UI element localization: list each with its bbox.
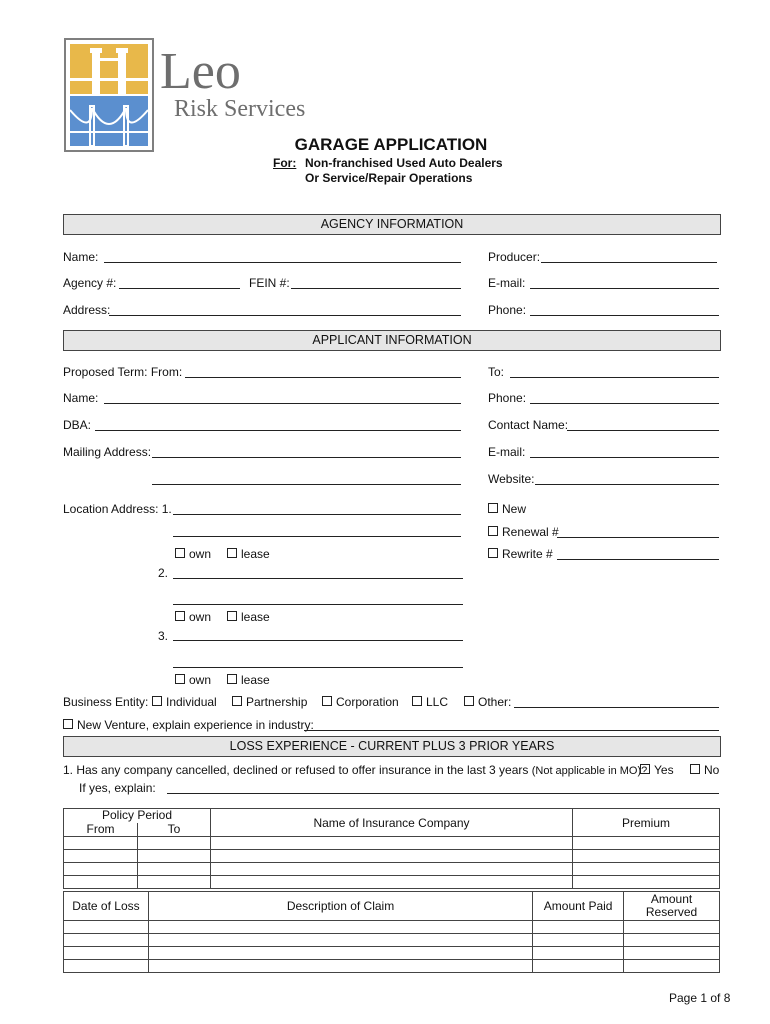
renewal-option[interactable]: Renewal # — [488, 525, 559, 539]
to-header: To — [138, 823, 211, 837]
yes-checkbox[interactable] — [640, 764, 650, 774]
lease-checkbox[interactable] — [227, 674, 237, 684]
agency-name-label: Name: — [63, 250, 99, 264]
lease-checkbox[interactable] — [227, 548, 237, 558]
for-label: For: — [273, 156, 297, 170]
if-yes-label: If yes, explain: — [79, 781, 156, 795]
producer-field[interactable] — [541, 262, 717, 263]
table-row[interactable] — [64, 863, 720, 876]
renewal-number-field[interactable] — [557, 537, 719, 538]
own-checkbox[interactable] — [175, 548, 185, 558]
premium-header: Premium — [573, 809, 720, 837]
entity-partnership[interactable]: Partnership — [232, 695, 307, 709]
table-row[interactable] — [64, 947, 720, 960]
contact-name-label: Contact Name: — [488, 418, 569, 432]
location-1-lease[interactable]: lease — [227, 547, 270, 561]
applicant-email-label: E-mail: — [488, 445, 526, 459]
contact-name-field[interactable] — [567, 430, 719, 431]
if-yes-field[interactable] — [167, 793, 719, 794]
amount-paid-header: Amount Paid — [533, 892, 624, 921]
location-3-own[interactable]: own — [175, 673, 211, 687]
entity-individual[interactable]: Individual — [152, 695, 217, 709]
mailing-address-label: Mailing Address: — [63, 445, 152, 459]
partnership-checkbox[interactable] — [232, 696, 242, 706]
page-number: Page 1 of 8 — [669, 991, 731, 1005]
location-3-lease[interactable]: lease — [227, 673, 270, 687]
own-checkbox[interactable] — [175, 674, 185, 684]
applicant-email-field[interactable] — [530, 457, 719, 458]
individual-checkbox[interactable] — [152, 696, 162, 706]
fein-field[interactable] — [291, 288, 461, 289]
applicant-name-field[interactable] — [104, 403, 461, 404]
q1-no-option[interactable]: No — [690, 763, 719, 777]
new-option[interactable]: New — [488, 502, 526, 516]
location-2-own[interactable]: own — [175, 610, 211, 624]
producer-label: Producer: — [488, 250, 541, 264]
mailing-address-line-2[interactable] — [152, 484, 461, 485]
location-2-label: 2. — [158, 566, 169, 580]
question-1-note: (Not applicable in MO)? — [531, 765, 648, 777]
agency-email-field[interactable] — [530, 288, 719, 289]
q1-yes-option[interactable]: Yes — [640, 763, 674, 777]
applicant-name-label: Name: — [63, 391, 99, 405]
subtitle-line-2: Or Service/Repair Operations — [305, 171, 473, 185]
website-label: Website: — [488, 472, 535, 486]
entity-llc[interactable]: LLC — [412, 695, 448, 709]
logo-subtitle: Risk Services — [174, 96, 306, 122]
amount-reserved-header: Amount Reserved — [624, 892, 720, 921]
table-row[interactable] — [64, 876, 720, 889]
corporation-checkbox[interactable] — [322, 696, 332, 706]
logo-name: Leo — [160, 43, 241, 100]
description-header: Description of Claim — [148, 892, 532, 921]
agency-number-label: Agency #: — [63, 276, 117, 290]
table-row[interactable] — [64, 837, 720, 850]
new-venture-checkbox[interactable] — [63, 719, 73, 729]
rewrite-checkbox[interactable] — [488, 548, 498, 558]
prior-insurance-table — [63, 808, 720, 889]
agency-section-header: AGENCY INFORMATION — [63, 214, 721, 235]
from-header: From — [64, 823, 138, 837]
llc-checkbox[interactable] — [412, 696, 422, 706]
agency-address-label: Address: — [63, 303, 111, 317]
other-checkbox[interactable] — [464, 696, 474, 706]
proposed-term-label: Proposed Term: From: — [63, 365, 183, 379]
applicant-phone-field[interactable] — [530, 403, 719, 404]
location-address-label: Location Address: 1. — [63, 502, 172, 516]
date-of-loss-header: Date of Loss — [64, 892, 149, 921]
term-to-label: To: — [488, 365, 505, 379]
business-entity-label: Business Entity: — [63, 695, 149, 709]
rewrite-option[interactable]: Rewrite # — [488, 547, 553, 561]
mailing-address-field[interactable] — [152, 457, 461, 458]
loss-section-header: LOSS EXPERIENCE - CURRENT PLUS 3 PRIOR YEARS — [63, 736, 721, 757]
entity-other[interactable]: Other: — [464, 695, 511, 709]
new-checkbox[interactable] — [488, 503, 498, 513]
other-entity-field[interactable] — [514, 707, 719, 708]
location-1-own[interactable]: own — [175, 547, 211, 561]
agency-phone-label: Phone: — [488, 303, 527, 317]
location-2-field[interactable] — [173, 578, 463, 579]
renewal-checkbox[interactable] — [488, 526, 498, 536]
insurer-header: Name of Insurance Company — [211, 809, 573, 837]
own-checkbox[interactable] — [175, 611, 185, 621]
term-to-field[interactable] — [510, 377, 719, 378]
agency-name-field[interactable] — [104, 262, 461, 263]
table-row[interactable] — [64, 921, 720, 934]
agency-number-field[interactable] — [119, 288, 240, 289]
term-from-field[interactable] — [185, 377, 461, 378]
agency-email-label: E-mail: — [488, 276, 526, 290]
lease-checkbox[interactable] — [227, 611, 237, 621]
location-3-label: 3. — [158, 629, 169, 643]
dba-field[interactable] — [95, 430, 461, 431]
policy-period-header: Policy Period — [64, 809, 211, 823]
location-3-field[interactable] — [173, 640, 463, 641]
new-venture-option[interactable]: New Venture, explain experience in industry: — [63, 718, 314, 732]
page-title: GARAGE APPLICATION — [294, 135, 488, 154]
website-field[interactable] — [535, 484, 719, 485]
dba-label: DBA: — [63, 418, 92, 432]
applicant-phone-label: Phone: — [488, 391, 527, 405]
entity-corporation[interactable]: Corporation — [322, 695, 399, 709]
location-1-field[interactable] — [173, 514, 461, 515]
location-2-lease[interactable]: lease — [227, 610, 270, 624]
subtitle-line-1: Non-franchised Used Auto Dealers — [305, 156, 503, 170]
bridge-icon — [70, 44, 148, 146]
table-row[interactable] — [64, 850, 720, 863]
location-1-line-2[interactable] — [173, 536, 461, 537]
loss-history-table — [63, 891, 720, 973]
no-checkbox[interactable] — [690, 764, 700, 774]
new-venture-field[interactable] — [304, 730, 719, 731]
rewrite-number-field[interactable] — [557, 559, 719, 560]
fein-label: FEIN #: — [249, 276, 290, 290]
agency-address-field[interactable] — [109, 315, 461, 316]
location-2-line-2[interactable] — [173, 604, 463, 605]
agency-phone-field[interactable] — [530, 315, 719, 316]
table-row[interactable] — [64, 934, 720, 947]
applicant-section-header: APPLICANT INFORMATION — [63, 330, 721, 351]
question-1: 1. Has any company cancelled, declined or refused to offer insurance in the last 3 years (Not applicable in MO)? — [63, 763, 648, 777]
table-row[interactable] — [64, 960, 720, 973]
location-3-line-2[interactable] — [173, 667, 463, 668]
